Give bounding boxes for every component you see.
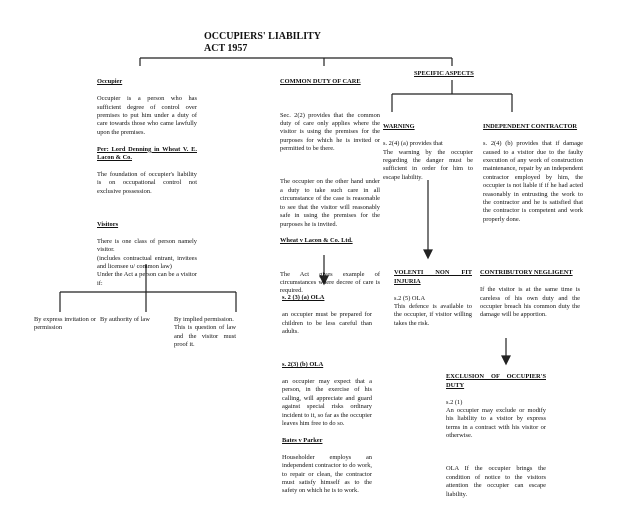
children-text: an occupier must be prepared for children to be less careful than adults. [282, 311, 372, 336]
duty-heading: COMMON DUTY OF CARE [280, 78, 361, 86]
duty-text-3: The Act gives example of circumstances where decree of care is required. [280, 270, 380, 295]
contractor-text: s. 2(4) (b) provides that if damage caused to a visitor due to the faulty execution of any work of construction maintenance, repair by an independent contractor employed by him, the occupier is not liable if if he had acted reasonably in entrusting the work to the contractor and he is satisfied that the contractor is competent and work properly done. [483, 140, 583, 223]
way-law: By authority of law [100, 316, 150, 323]
occupier-foundation: The foundation of occupier's liability is on occupational control not exclusive possession. [97, 170, 197, 195]
children-section [282, 286, 372, 504]
contractor-heading: INDEPENDENT CONTRACTOR [483, 123, 578, 131]
contractor-section [483, 115, 583, 233]
children-heading: s. 2 (3) (a) OLA [282, 294, 325, 302]
contributory-section [480, 261, 580, 328]
duty-section [280, 70, 380, 304]
duty-text-2: The occupier on the other hand under a duty to take such care in all circumstance of the case is reasonable to see that the visitor will reasonably safe in using the premises for the purposes he is invited. [280, 178, 380, 228]
duty-text-1: Sec. 2(2) provides that the common duty of care only applies where the visitor is using the premises for the purposes for which he is invited or permitted to be there. [280, 111, 380, 153]
way-implied: By implied permission. This is question of law and the visitor must proof it. [174, 316, 236, 349]
warning-text: s. 2(4) (a) provides that The warning by the occupier regarding the danger must be sufficient in order for him to escape liability. [383, 140, 473, 181]
occupier-section [97, 70, 197, 297]
page-title: OCCUPIERS' LIABILITY ACT 1957 [204, 31, 321, 54]
visitors-text: There is one class of person namely visitor. (includes contractual entrant, invitees and licensee u/ common law) Under the Act a person can be a visitor if: [97, 237, 197, 287]
calling-text-2: Householder employs an independent contractor to do work, to repair or clean, the contractor must satisfy himself as to the safety on which he is to work. [282, 453, 372, 495]
exclusion-heading: EXCLUSION OF OCCUPIER'S DUTY [446, 373, 546, 389]
calling-text: an occupier may expect that a person, in the exercise of his calling, will appreciate and guard against special risks ordinary incident to it, so far as the occupier leaves him free to do so. [282, 378, 372, 428]
contributory-text: If the visitor is at the same time is careless of his own duty and the occupier breach his common duty the damage will be apportion. [480, 286, 580, 319]
visitors-heading: Visitors [97, 220, 119, 228]
occupier-heading: Occupier [97, 78, 123, 86]
volenti-section [394, 261, 472, 337]
contributory-heading: CONTRIBUTORY NEGLIGENT [480, 269, 573, 277]
exclusion-text-2: OLA If the occupier brings the condition of notice to the visitors attention the occupier can escape liability. [446, 465, 546, 498]
volenti-heading: VOLENTI NON FIT INJURIA [394, 269, 472, 285]
duty-case: Wheat v Lacon & Co. Ltd. [280, 237, 353, 245]
exclusion-section [446, 365, 546, 508]
aspects-heading: SPECIFIC ASPECTS [414, 70, 474, 77]
warning-section [383, 115, 473, 191]
occupier-case: Per: Lord Denning in Wheat V. E. Lacon & Co. [97, 145, 197, 162]
calling-case: Bates v Parker [282, 436, 323, 444]
volenti-text: s.2 (5) OLA This defence is available to the occupier, if visitor willing takes the risk. [394, 294, 472, 327]
calling-heading: s. 2(3) (b) OLA [282, 361, 324, 369]
warning-heading: WARNING [383, 123, 415, 131]
occupier-definition: Occupier is a person who has sufficient degree of control over premises to put him under a duty of care towards those who came lawfully upon the premises. [97, 95, 197, 136]
way-express: By express invitation or permission [34, 316, 96, 332]
exclusion-text: s.2 (1) An occupier may exclude or modify his liability to a visitor by express terms in a contract with his visitor or otherwise. [446, 398, 546, 440]
